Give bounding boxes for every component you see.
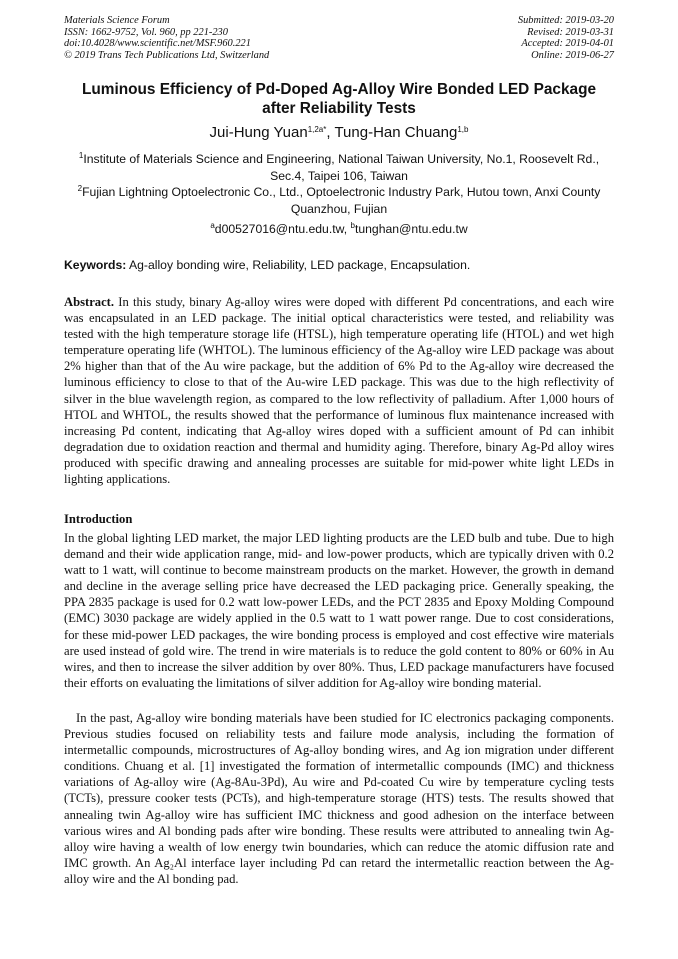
email-address: tunghan@ntu.edu.tw (354, 222, 468, 236)
date-accepted: Accepted: 2019-04-01 (521, 38, 614, 50)
intro-paragraph-1: In the global lighting LED market, the major LED lighting products are the LED bulb and tube. Due to high demand and their wide application range, mid- and low-power products, which are typically driven with 0.2 watt to 1 watt, will continue to become mainstream products on the market. However, the growth in demand and decline in the average selling price have decreased the LED packaging price. Generally speaking, the PPA 2835 package is used for 0.2 watt low-power LEDs, and the PCT 2835 and Epoxy Molding Compound (EMC) 3030 package are widely applied in the 0.5 watt to 1 watt power range. Due to cost considerations, for these mid-power LED packages, the wire bonding process is employed and cost effective wire materials are used instead of gold wire. The trend in wire materials is to reduce the gold content to 80% or 60% in Au wires, and then to increase the silver addition by over 80%. Thus, LED package manufacturers have focused their efforts on evaluating the limitations of silver addition for Ag-alloy wire bonding material. (64, 531, 614, 690)
email-mark: a (210, 221, 215, 230)
journal-name: Materials Science Forum (64, 15, 170, 26)
affiliation-number: 2 (77, 184, 83, 193)
author-affiliation-mark: 1,2a* (307, 125, 327, 134)
section-heading-introduction: Introduction (64, 512, 133, 526)
affiliation-2 (64, 184, 614, 218)
journal-info (64, 15, 269, 61)
affiliation-text: Fujian Lightning Optoelectronic Co., Ltd., Optoelectronic Industry Park, Hutou town, Anxi County Quanzhou, Fujian (82, 185, 601, 216)
abstract-text: In this study, binary Ag-alloy wires were doped with different Pd concentrations, and each wire was encapsulated in an LED package. The initial optical characteristics were tested, and reliability was tested with the high temperature storage life (HTSL), high temperature operating life (HTOL) and wet high temperature operating life (WHTOL). The luminous efficiency of the Ag-alloy wire LED package was about 2% higher than that of the Au wire package, but the addition of 6% Pd to the Ag-alloy wire decreased the luminous efficiency to close to that of the Au-wire LED package. This was due to the high reflectivity of silver in the blue wavelength region, as compared to the low reflectivity of palladium. After 1,000 hours of HTOL and WHTOL, the results showed that the performance of luminous flux maintenance increased with increasing Pd content, indicating that Ag-alloy wires doped with a sufficient amount of Pd can inhibit degradation due to oxidation reaction and thermal and humidity aging. Therefore, binary Ag-Pd alloy wires produced with specific drawing and annealing processes are suitable for mid-power white light LEDs in lighting applications. (64, 295, 614, 487)
publication-dates (518, 15, 614, 61)
date-revised: Revised: 2019-03-31 (527, 26, 614, 38)
date-online: Online: 2019-06-27 (531, 49, 614, 61)
keywords-label: Keywords: (64, 258, 127, 272)
author-emails (64, 221, 614, 238)
email-separator: , (343, 222, 351, 236)
affiliation-text: Institute of Materials Science and Engineering, National Taiwan University, No.1, Roosevelt Rd., Sec.4, Taipei 106, Taiwan (83, 152, 600, 183)
author-name: Tung-Han Chuang (334, 124, 458, 141)
author-name: Jui-Hung Yuan (209, 124, 308, 141)
intro-paragraph-2: In the past, Ag-alloy wire bonding materials have been studied for IC electronics packaging components. Previous studies focused on reliability tests and failure mode analysis, including the formation of intermetallic compounds, microstructures of Ag-alloy bonding wires, and Ag ion migration under different conditions. Chuang et al. [1] investigated the formation of intermetallic compounds (IMC) and thickness variations of Ag-alloy wire (Ag-8Au-3Pd), Au wire and Pd-coated Cu wire by temperature cycling tests (TCTs), pressure cooker tests (PCTs), and high-temperature storage (HTS) tests. The results showed that annealing twin Ag-alloy wire has sufficient IMC thickness and good adhesion on the interface between various wires and Al bonding pads after wire bonding. These results were attributed to annealing twin Ag-alloy wire having a wealth of low energy twin boundaries, which can reduce the atomic diffusion rate and IMC growth. An Ag₂Al interface layer including Pd can retard the intermetallic reaction between the Ag-alloy wire and the Al bonding pad. (64, 711, 614, 886)
email-mark: b (350, 221, 355, 230)
keywords (64, 257, 624, 273)
affiliation-number: 1 (78, 151, 84, 160)
email-address: d00527016@ntu.edu.tw (214, 222, 344, 236)
journal-issn: ISSN: 1662-9752, Vol. 960, pp 221-230 (64, 26, 228, 38)
author-separator: , (326, 124, 335, 141)
date-submitted: Submitted: 2019-03-20 (517, 15, 614, 26)
affiliation-1 (64, 151, 614, 185)
journal-copyright: © 2019 Trans Tech Publications Ltd, Switzerland (64, 49, 270, 61)
keywords-text: Ag-alloy bonding wire, Reliability, LED package, Encapsulation. (126, 258, 471, 272)
abstract (64, 294, 614, 487)
author-affiliation-mark: 1,b (457, 125, 469, 134)
journal-doi: doi:10.4028/www.scientific.net/MSF.960.221 (64, 38, 251, 50)
abstract-label: Abstract. (64, 295, 115, 309)
author-list (64, 124, 614, 142)
paper-title: Luminous Efficiency of Pd-Doped Ag-Alloy Wire Bonded LED Package after Reliability Tests (81, 81, 597, 117)
